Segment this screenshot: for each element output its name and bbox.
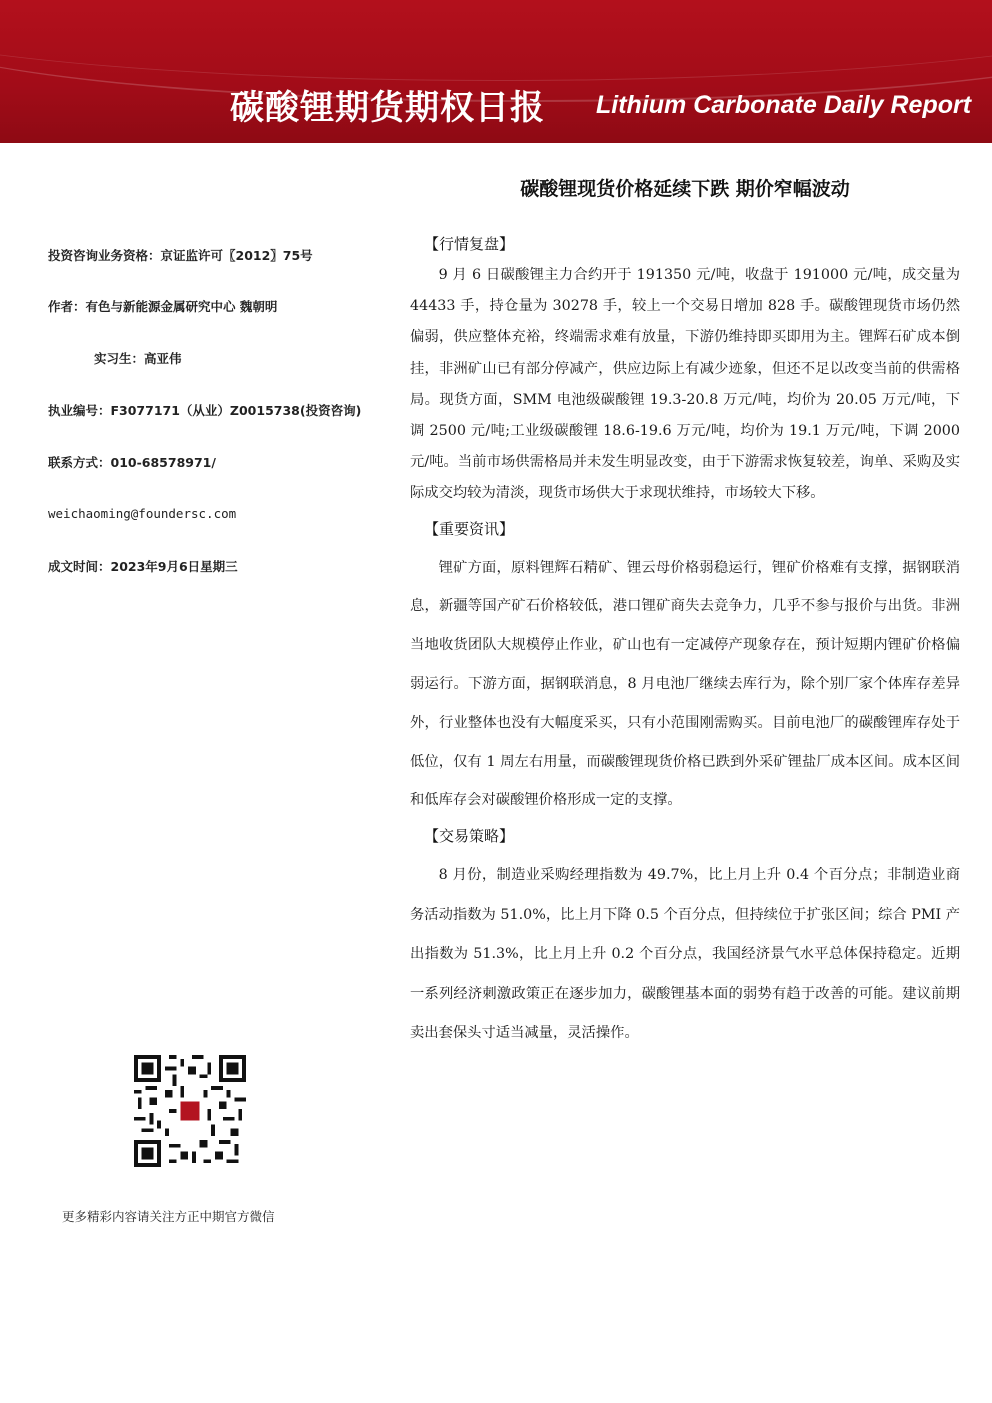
- section-heading: 【交易策略】: [424, 827, 515, 846]
- qr-caption: 更多精彩内容请关注方正中期官方微信: [62, 1209, 275, 1224]
- section-paragraph: 9 月 6 日碳酸锂主力合约开于 191350 元/吨，收盘于 191000 元/吨，成交量为 44433 手，持仓量为 30278 手，较上一个交易日增加 828 手。碳酸锂现货市场仍然偏弱，供应整体充裕，终端需求难有放量，下游仍维持即买即用为主。锂辉石矿成本倒挂，非洲矿山已有部分停减产，供应边际上有减少迹象，但还不足以改变当前的供需格局。现货方面，SMM 电池级碳酸锂 19.3-20.8 万元/吨，均价为 20.05 万元/吨，下调 2500 元/吨;工业级碳酸锂 18.6-19.6 万元/吨，均价为 19.1 万元/吨，下调 2000 元/吨。当前市场供需格局并未发生明显改变，由于下游需求恢复较差，询单、采购及实际成交均较为清淡，现货市场供大于求现状维持，市场较大下移。: [410, 267, 960, 502]
- report-title-en: Lithium Carbonate Daily Report: [596, 91, 972, 119]
- section-paragraph: 锂矿方面，原料锂辉石精矿、锂云母价格弱稳运行，锂矿价格难有支撑，据钢联消息，新疆等国产矿石价格较低，港口锂矿商失去竞争力，几乎不参与报价与出货。非洲当地收货团队大规模停止作业，矿山也有一定减停产现象存在，预计短期内锂矿价格偏弱运行。下游方面，据钢联消息，8 月电池厂继续去库行为，除个别厂家个体库存差异外，行业整体也没有大幅度采买，只有小范围刚需购买。目前电池厂的碳酸锂库存处于低位，仅有 1 周左右用量，而碳酸锂现货价格已跌到外采矿锂盐厂成本区间。成本区间和低库存会对碳酸锂价格形成一定的支撑。: [410, 559, 960, 809]
- date-line: 成文时间：2023年9月6日星期三: [48, 559, 238, 574]
- author-line: 作者：有色与新能源金属研究中心 魏朝明: [48, 299, 278, 314]
- contact-line: 联系方式：010-68578971/: [48, 455, 216, 470]
- intern-line: 实习生：高亚伟: [94, 351, 182, 366]
- report-title-cn: 碳酸锂期货期权日报: [230, 88, 545, 128]
- report-body: [410, 228, 960, 1054]
- section-paragraph: 8 月份，制造业采购经理指数为 49.7%，比上月上升 0.4 个百分点；非制造业商务活动指数为 51.0%，比上月下降 0.5 个百分点，但持续位于扩张区间；综合 PMI 产出指数为 51.3%，比上月上升 0.2 个百分点，我国经济景气水平总体保持稳定。近期一系列经济刺激政策正在逐步加力，碳酸锂基本面的弱势有趋于改善的可能。建议前期卖出套保头寸适当减量，灵活操作。: [410, 867, 960, 1042]
- report-banner: [0, 0, 992, 143]
- license-line: 执业编号：F3077171（从业）Z0015738(投资咨询): [48, 403, 362, 418]
- section-heading: 【行情复盘】: [424, 235, 515, 253]
- qr-code-icon: [134, 1055, 246, 1167]
- qualification-line: 投资咨询业务资格：京证监许可〖2012〗75号: [48, 248, 313, 263]
- article-headline: 碳酸锂现货价格延续下跌 期价窄幅波动: [520, 178, 850, 200]
- email-line: weichaoming@foundersc.com: [48, 506, 237, 521]
- section-heading: 【重要资讯】: [424, 519, 515, 538]
